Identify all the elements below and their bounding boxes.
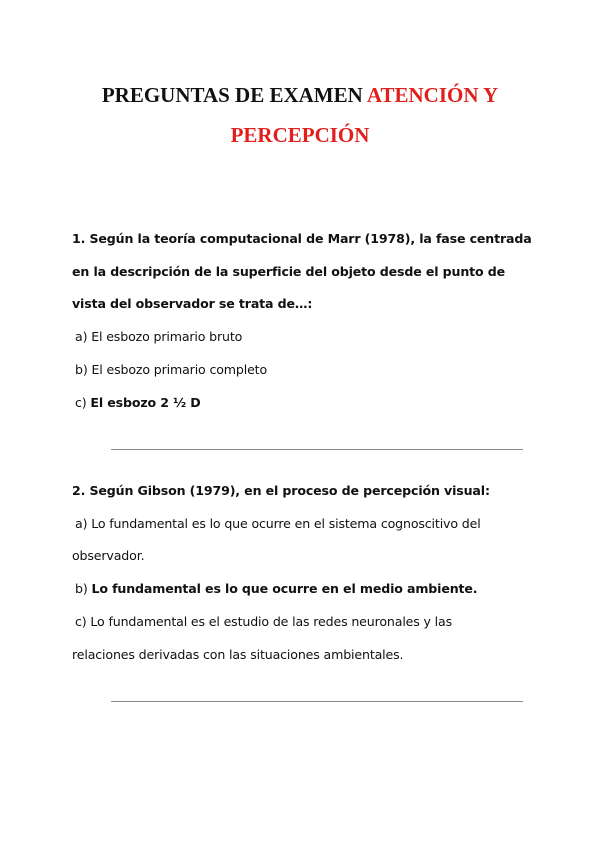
question-1-option-b: [72, 354, 532, 387]
question-2-option-b-correct: [72, 573, 532, 606]
separator-line: [111, 701, 523, 702]
title-red-part: ATENCIÓN Y: [366, 83, 499, 107]
page-title: [0, 76, 600, 154]
question-2-option-c-continuation: relaciones derivadas con las situaciones ambientales.: [72, 646, 404, 662]
question-2-option-a: [72, 508, 532, 541]
question-2-option-c: [72, 606, 532, 639]
question-1-option-c-correct: [72, 387, 532, 420]
question-2: [72, 475, 532, 671]
option-text: El esbozo primario bruto: [91, 329, 243, 345]
option-text: El esbozo primario completo: [91, 361, 268, 377]
option-letter: a): [75, 329, 88, 345]
option-text: Lo fundamental es el estudio de las redes neuronales y las: [90, 613, 453, 629]
title-black-part: PREGUNTAS DE EXAMEN: [101, 83, 363, 107]
question-1: [72, 223, 532, 419]
question-2-text: 2. Según Gibson (1979), en el proceso de percepción visual:: [72, 483, 490, 498]
question-1-text: 1. Según la teoría computacional de Marr (1978), la fase centrada en la descripción de la superficie del objeto desde el punto de vista del observador se trata de…:: [72, 231, 532, 312]
option-letter: c): [75, 394, 87, 410]
option-letter: a): [75, 515, 88, 531]
option-letter: b): [75, 581, 88, 597]
option-text-correct: El esbozo 2 ½ D: [90, 394, 201, 410]
question-2-option-a-continuation: observador.: [72, 548, 145, 564]
option-text-correct: Lo fundamental es lo que ocurre en el medio ambiente.: [91, 581, 478, 597]
question-1-option-a: [72, 321, 532, 354]
option-letter: b): [75, 361, 88, 377]
option-text: Lo fundamental es lo que ocurre en el sistema cognoscitivo del: [91, 515, 481, 531]
separator-line: [111, 449, 523, 450]
option-letter: c): [75, 613, 87, 629]
title-red-part-2: PERCEPCIÓN: [230, 123, 370, 147]
